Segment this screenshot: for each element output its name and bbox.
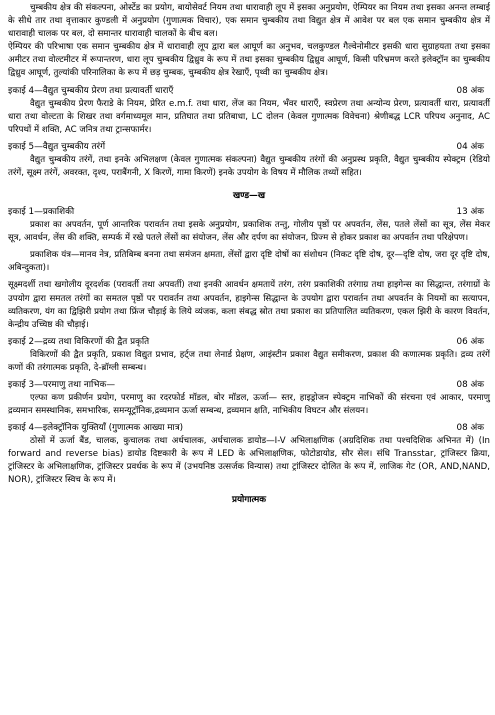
- unit-3-marks: 08 अंक: [456, 379, 484, 390]
- unit-3-text: एल्फा कण प्रकीर्णन प्रयोग, परमाणु का रदरफोर्ड मॉडल, बोर मॉडल, ऊर्जा— स्तर, हाइड्रोजन स्पेक्ट्रम नाभिकों की संरचना एवं आकार, परमाणु द्रव्यमान समस्थानिक, समभारिक, समन्यूट्रॉनिक,द्रव्यमान ऊर्जा सम्बन्ध, द्रव्यमान क्षति, नाभिकीय विघटन और संलयन।: [8, 392, 490, 417]
- unit-4-marks: 08 अंक: [456, 85, 484, 96]
- unit-4b-marks: 08 अंक: [456, 423, 484, 434]
- unit-4b-heading: [8, 422, 490, 435]
- unit-4b-text: ठोसों में ऊर्जा बैंड, चालक, कुचालक तथा अर्धचालक, अर्धचालक डायोड—I-V अभिलाक्षणिक (अग्रदिशिक तथा पश्चदिशिक अभिनत में) (In forward and reverse bias) डायोड दिष्टकारी के रूप में LED के अभिलाक्षणिक, फोटोडायोड, सौर सेल। संधि Transstar, ट्रांजिस्टर क्रिया, ट्रांजिस्टर के अभिलाक्षणिक, ट्रांजिस्टर प्रवर्धक के रूप में (उभयनिष्ठ उत्सर्जक विन्यास) तथा ट्रांजिस्टर दोलित के रूप में, लाजिक गेट (OR, AND,NAND, NOR), ट्रांजिस्टर स्विच के रूप में।: [8, 436, 490, 486]
- unit-2-title: इकाई 2—द्रव्य तथा विकिरणों की द्वैत प्रकृति: [8, 336, 150, 347]
- unit-5-heading: [8, 141, 490, 154]
- unit-4-text: वैद्युत चुम्बकीय प्रेरण फैराडे के नियम, प्रेरित e.m.f. तथा धारा, लेंज का नियम, भँवर धाराएँ, स्वप्रेरण तथा अन्योन्य प्रेरण, प्रत्यावर्ती धारा, प्रत्यावर्ती धारा तथा वोल्टता के शिखर तथा वर्गमाध्यमूल मान, प्रतिघात तथा प्रतिबाधा, LC दोलन (केवल गुणात्मक विवेचना) श्रेणीबद्ध LCR परिपथ अनुनाद, AC परिपथों में शक्ति, AC जनित्र तथा ट्रान्सफार्मर।: [8, 98, 490, 135]
- unit-4-title: इकाई 4—वैद्युत चुम्बकीय प्रेरण तथा प्रत्यावर्ती धाराएँ: [8, 85, 174, 96]
- unit-1-marks: 13 अंक: [456, 207, 484, 218]
- intro-paragraph-1: चुम्बकीय क्षेत्र की संकल्पना, ओर्स्टेड का प्रयोग, बायोसेवर्ट नियम तथा धारावाही लूप में इसका अनुप्रयोग, ऐम्पियर का नियम तथा इसका अनन्त लम्बाई के सीधे तार तथा वृत्ताकार कुण्डली में अनुप्रयोग (गुणात्मक विचार), एक समान चुम्बकीय तथा विद्युत क्षेत्र में आवेश पर बल एक समान चुम्बकीय क्षेत्र में धारावाही चालक पर बल, दो समान्तर धारावाही चालकों के बीच बल।: [8, 3, 490, 40]
- unit-4-heading: [8, 85, 490, 98]
- unit-1-paragraph-3: सूक्ष्मदर्शी तथा खगोलीय दूरदर्शक (परावर्ती तथा अपवर्ती) तथा इनकी आवर्धन क्षमतायें तरंग, तरंग प्रकाशिकी तरंगाग्र तथा हाइगेन्स का सिद्धान्त, तरंगाग्रों के उपयोग द्वारा समतल तरंगों का समतल पृष्ठों पर परावर्तन तथा अपवर्तन, हाइगेन्स सिद्धान्त के उपयोग द्वारा परावर्तन तथा अपवर्तन के नियमों का सत्यापन, व्यतिकरण, यंग का द्विझिरी प्रयोग तथा फ्रिंज चौड़ाई के लिये व्यंजक, कला संबद्ध स्रोत तथा प्रकाश का प्रतिपालित व्यतिकरण, एकल झिरी के कारण विवर्तन, केन्द्रीय उच्चिष्ठ की चौड़ाई।: [8, 280, 490, 330]
- practical-heading: प्रयोगात्मक: [231, 494, 267, 505]
- unit-1-paragraph-2: प्रकाशिक यंत्र—मानव नेत्र, प्रतिबिम्ब बनना तथा समंजन क्षमता, लेंसों द्वारा दृष्टि दोषों का संशोधन (निकट दृष्टि दोष, दूर—दृष्टि दोष, जरा दूर दृष्टि दोष, अबिन्दुकता)।: [8, 250, 490, 274]
- unit-3-heading: [8, 379, 490, 392]
- unit-2-heading: [8, 336, 490, 349]
- unit-1-heading: [8, 206, 490, 219]
- unit-1-paragraph-1: प्रकाश का अपवर्तन, पूर्ण आन्तरिक परावर्तन तथा इसके अनुप्रयोग, प्रकाशिक तन्तु, गोलीय पृष्ठों पर अपवर्तन, लेंस, पतले लेंसों का सूत्र, लेंस मेकर सूत्र, आवर्धन, लेंस की शक्ति, सम्पर्क में रखे पतले लेंसों का संयोजन, लेंस और दर्पण का संयोजन, प्रिज्म से होकर प्रकाश का अपवर्तन तथा परिक्षेपण।: [8, 220, 490, 244]
- unit-2-text: विकिरणों की द्वैत प्रकृति, प्रकाश विद्युत प्रभाव, हर्ट्ज तथा लेनार्ड प्रेक्षण, आइंस्टीन प्रकाश वैद्युत समीकरण, प्रकाश की कणात्मक प्रकृति। द्रव्य तरंगें कणों की तरंगात्मक प्रकृति, दे-ब्रॉग्ली सम्बन्ध।: [8, 349, 490, 373]
- intro-paragraph-2: ऐम्पियर की परिभाषा एक समान चुम्बकीय क्षेत्र में धारावाही लूप द्वारा बल आघूर्ण का अनुभव, चलकुण्डल गैल्वेनोमीटर इसकी धारा सुग्राहयता तथा इसका अमीटर तथा वोल्टमीटर में रूपान्तरण, धारा लूप चुम्बकीय द्विध्रुव के रूप में तथा इसका चुम्बकीय द्विध्रुव आघूर्ण, किसी परिभ्रमण करते इलेक्ट्रॉन का चुम्बकीय द्विध्रुव आघूर्ण, तुल्यांकी परिनालिका के रूप में छड़ चुम्बक, चुम्बकीय क्षेत्र रेखाएँ, पृथ्वी का चुम्बकीय क्षेत्र।: [8, 42, 490, 79]
- unit-5-title: इकाई 5—वैद्युत चुम्बकीय तरंगें: [8, 141, 106, 152]
- unit-3-title: इकाई 3—परमाणु तथा नाभिक—: [8, 379, 116, 390]
- unit-5-text: वैद्युत चुम्बकीय तरंगें, तथा इनके अभिलक्षण (केवल गुणात्मक संकल्पना) वैद्युत चुम्बकीय तरंगों की अनुप्रस्थ प्रकृति, वैद्युत चुम्बकीय स्पेक्ट्रम (रेडियो तरंगें, सूक्ष्म तरंगें, अवरक्त, दृश्य, पराबैंगनी, X किरणें, गामा किरणें) इनके उपयोग के विषय में मौलिक तथ्यों सहित।: [8, 154, 490, 178]
- section-b-heading: खण्ड—ख: [232, 191, 266, 202]
- unit-2-marks: 06 अंक: [456, 336, 484, 347]
- unit-1-title: इकाई 1—प्रकाशिकी: [8, 207, 75, 218]
- unit-4b-title: इकाई 4—इलेक्ट्रॉनिक युक्तियाँ (गुणात्मक आख्या मात्र): [8, 423, 184, 434]
- unit-5-marks: 04 अंक: [456, 141, 484, 152]
